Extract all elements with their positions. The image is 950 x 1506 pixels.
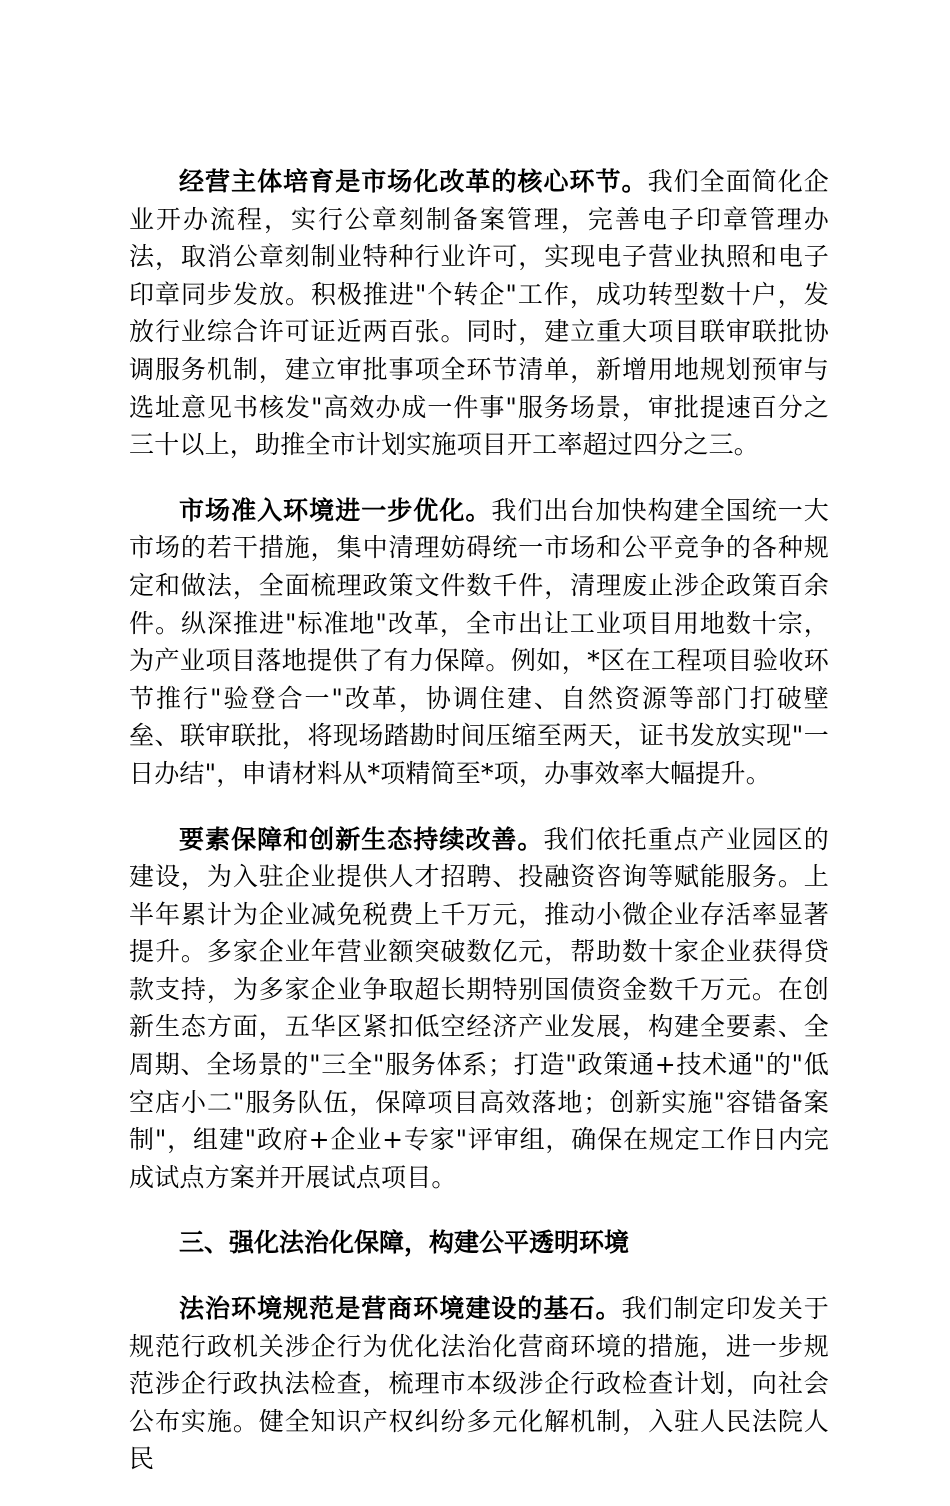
paragraph-business-entity <box>129 163 829 464</box>
paragraph-body: 我们出台加快构建全国统一大市场的若干措施，集中清理妨碍统一市场和公平竞争的各种规定和做法，全面梳理政策文件数千件，清理废止涉企政策百余件。纵深推进"标准地"改革，全市出让工业项目用地数十宗，为产业项目落地提供了有力保障。例如，*区在工程项目验收环节推行"验登合一"改革，协调住建、自然资源等部门打破壁垒、联审联批，将现场踏勘时间压缩至两天，证书发放实现"一日办结"，申请材料从*项精简至*项，办事效率大幅提升。 <box>129 495 829 788</box>
paragraph-body: 我们依托重点产业园区的建设，为入驻企业提供人才招聘、投融资咨询等赋能服务。上半年累计为企业减免税费上千万元，推动小微企业存活率显著提升。多家企业年营业额突破数亿元，帮助数十家企业获得贷款支持，为多家企业争取超长期特别国债资金数千万元。在创新生态方面，五华区紧扣低空经济产业发展，构建全要素、全周期、全场景的"三全"服务体系；打造"政策通+技术通"的"低空店小二"服务队伍，保障项目高效落地；创新实施"容错备案制"，组建"政府+企业+专家"评审组，确保在规定工作日内完成试点方案并开展试点项目。 <box>129 824 829 1192</box>
paragraph-rule-of-law <box>129 1290 829 1478</box>
document-page <box>129 163 829 1506</box>
paragraph-lead: 法治环境规范是营商环境建设的基石。 <box>179 1294 622 1324</box>
paragraph-factor-guarantee <box>129 821 829 1197</box>
section-heading: 三、强化法治化保障，构建公平透明环境 <box>179 1228 630 1258</box>
paragraph-body: 我们制定印发关于规范行政机关涉企行为优化法治化营商环境的措施，进一步规范涉企行政执法检查，梳理市本级涉企行政检查计划，向社会公布实施。健全知识产权纠纷多元化解机制，入驻人民法院人民 <box>129 1294 829 1474</box>
paragraph-body: 我们全面简化企业开办流程，实行公章刻制备案管理，完善电子印章管理办法，取消公章刻制业特种行业许可，实现电子营业执照和电子印章同步发放。积极推进"个转企"工作，成功转型数十户，发放行业综合许可证近两百张。同时，建立重大项目联审联批协调服务机制，建立审批事项全环节清单，新增用地规划预审与选址意见书核发"高效办成一件事"服务场景，审批提速百分之三十以上，助推全市计划实施项目开工率超过四分之三。 <box>129 167 829 460</box>
paragraph-market-access <box>129 492 829 793</box>
paragraph-lead: 经营主体培育是市场化改革的核心环节。 <box>179 167 648 196</box>
paragraph-lead: 市场准入环境进一步优化。 <box>179 495 492 525</box>
paragraph-lead: 要素保障和创新生态持续改善。 <box>179 824 544 854</box>
